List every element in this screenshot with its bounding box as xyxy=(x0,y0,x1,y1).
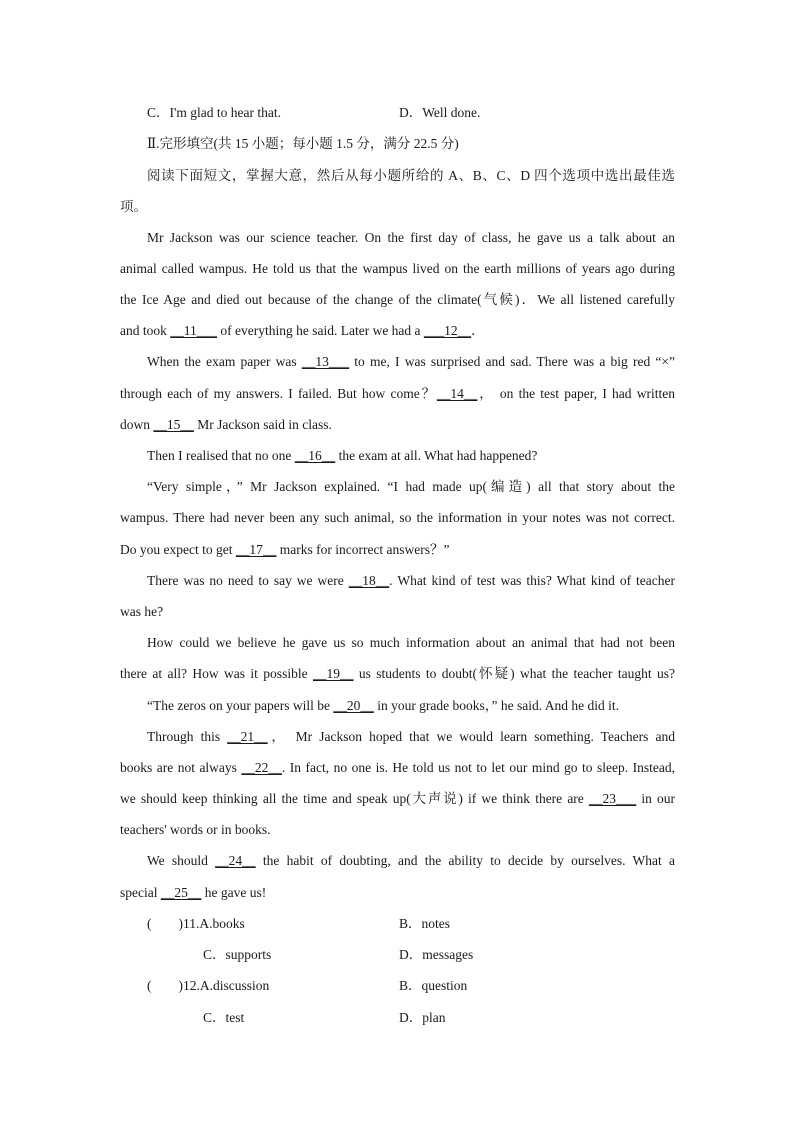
passage-text: ， on the test paper, I had written xyxy=(477,386,675,401)
passage-text: and took xyxy=(120,323,171,338)
passage-line: animal called wampus. He told us that the wampus lived on the earth millions of years ago during xyxy=(120,261,675,276)
passage-text: “The zeros on your papers will be xyxy=(147,698,334,713)
passage-text: in our xyxy=(636,791,675,806)
passage-text: ． xyxy=(471,323,485,338)
passage-line: was he? xyxy=(120,604,164,619)
passage-text: books are not always xyxy=(120,760,242,775)
blank-12: ___12__ xyxy=(423,323,472,338)
passage-text: we should keep thinking all the time and speak up(大声说) if we think there are xyxy=(120,791,589,806)
passage-text: to me, I was surprised and sad. There was a big red “×” xyxy=(349,354,675,369)
blank-22: __22__ xyxy=(241,760,282,775)
passage-line: the Ice Age and died out because of the change of the climate(气候)．We all listened carefully xyxy=(120,292,675,307)
passage-text: the habit of doubting, and the ability to decide by ourselves. What a xyxy=(255,853,675,868)
passage-line: teachers' words or in books. xyxy=(120,822,271,837)
passage-text: down xyxy=(120,417,154,432)
passage-text: . In fact, no one is. He told us not to let our mind go to sleep. Instead, xyxy=(281,760,675,775)
passage-text: through each of my answers. I failed. But how come？ xyxy=(120,386,437,401)
passage-line xyxy=(147,727,675,747)
passage-line: Mr Jackson was our science teacher. On the first day of class, he gave us a talk about an xyxy=(147,230,675,245)
blank-11: __11___ xyxy=(170,323,217,338)
passage-line: wampus. There had never been any such animal, so the information in your notes was not correct. xyxy=(120,510,675,525)
blank-15: __15__ xyxy=(153,417,194,432)
passage-text: Do you expect to get xyxy=(120,542,236,557)
passage-text: Then I realised that no one xyxy=(147,448,295,463)
passage-text: ， Mr Jackson hoped that we would learn something. Teachers and xyxy=(267,729,676,744)
blank-21: __21__ xyxy=(227,729,268,744)
passage-text: the exam at all. What had happened? xyxy=(335,448,538,463)
passage-text: us students to doubt(怀疑) what the teacher taught us? xyxy=(353,666,675,681)
blank-14: __14__ xyxy=(436,386,478,401)
passage-line xyxy=(147,571,675,591)
blank-17: __17__ xyxy=(235,542,277,557)
blank-18: __18__ xyxy=(348,573,390,588)
passage-line xyxy=(120,415,675,435)
passage-text: There was no need to say we were xyxy=(147,573,349,588)
passage-text: of everything he said. Later we had a xyxy=(217,323,424,338)
q10-option-c: C．I'm glad to hear that. xyxy=(147,105,282,120)
passage-text: Through this xyxy=(147,729,228,744)
question-12-option-d: D．plan xyxy=(399,1010,446,1025)
passage-line xyxy=(147,696,675,716)
instructions-line-2: 项。 xyxy=(120,199,147,214)
blank-20: __20__ xyxy=(333,698,374,713)
passage-line xyxy=(147,851,675,871)
question-11-option-b: B．notes xyxy=(399,916,451,931)
blank-23: __23___ xyxy=(588,791,637,806)
question-12-option-c: C．test xyxy=(203,1010,245,1025)
passage-line xyxy=(120,384,675,404)
question-11-stem: ( )11.A.books xyxy=(147,916,245,931)
question-11-option-d: D．messages xyxy=(399,947,474,962)
passage-text: he gave us! xyxy=(201,885,267,900)
passage-line: “Very simple，” Mr Jackson explained. “I had made up(编造) all that story about the xyxy=(147,479,675,494)
question-12-stem: ( )12.A.discussion xyxy=(147,978,270,993)
blank-19: __19__ xyxy=(312,666,354,681)
q10-option-d: D．Well done. xyxy=(399,105,481,120)
passage-text: We should xyxy=(147,853,216,868)
passage-text: marks for incorrect answers？” xyxy=(276,542,450,557)
blank-16: __16__ xyxy=(294,448,336,463)
passage-text: in your grade books，” he said. And he did it. xyxy=(373,698,620,713)
passage-line xyxy=(120,758,675,778)
passage-text: When the exam paper was xyxy=(147,354,302,369)
passage-text: there at all? How was it possible xyxy=(120,666,313,681)
blank-25: __25__ xyxy=(160,885,202,900)
passage-text: Mr Jackson said in class. xyxy=(193,417,332,432)
passage-line: How could we believe he gave us so much information about an animal that had not been xyxy=(147,635,675,650)
passage-line xyxy=(120,664,675,684)
passage-text: . What kind of test was this? What kind of teacher xyxy=(389,573,676,588)
section-heading: Ⅱ.完形填空(共 15 小题；每小题 1.5 分，满分 22.5 分) xyxy=(147,136,459,151)
passage-text: special xyxy=(120,885,161,900)
passage-line xyxy=(120,789,675,809)
passage-line xyxy=(147,446,675,466)
passage-line xyxy=(120,883,675,903)
blank-24: __24__ xyxy=(215,853,256,868)
question-12-option-b: B．question xyxy=(399,978,468,993)
question-11-option-c: C．supports xyxy=(203,947,272,962)
blank-13: __13___ xyxy=(301,354,350,369)
passage-line xyxy=(147,352,675,372)
passage-line xyxy=(120,540,675,560)
instructions-line-1: 阅读下面短文，掌握大意，然后从每小题所给的 A、B、C、D 四个选项中选出最佳选 xyxy=(147,168,675,183)
passage-line xyxy=(120,321,675,341)
